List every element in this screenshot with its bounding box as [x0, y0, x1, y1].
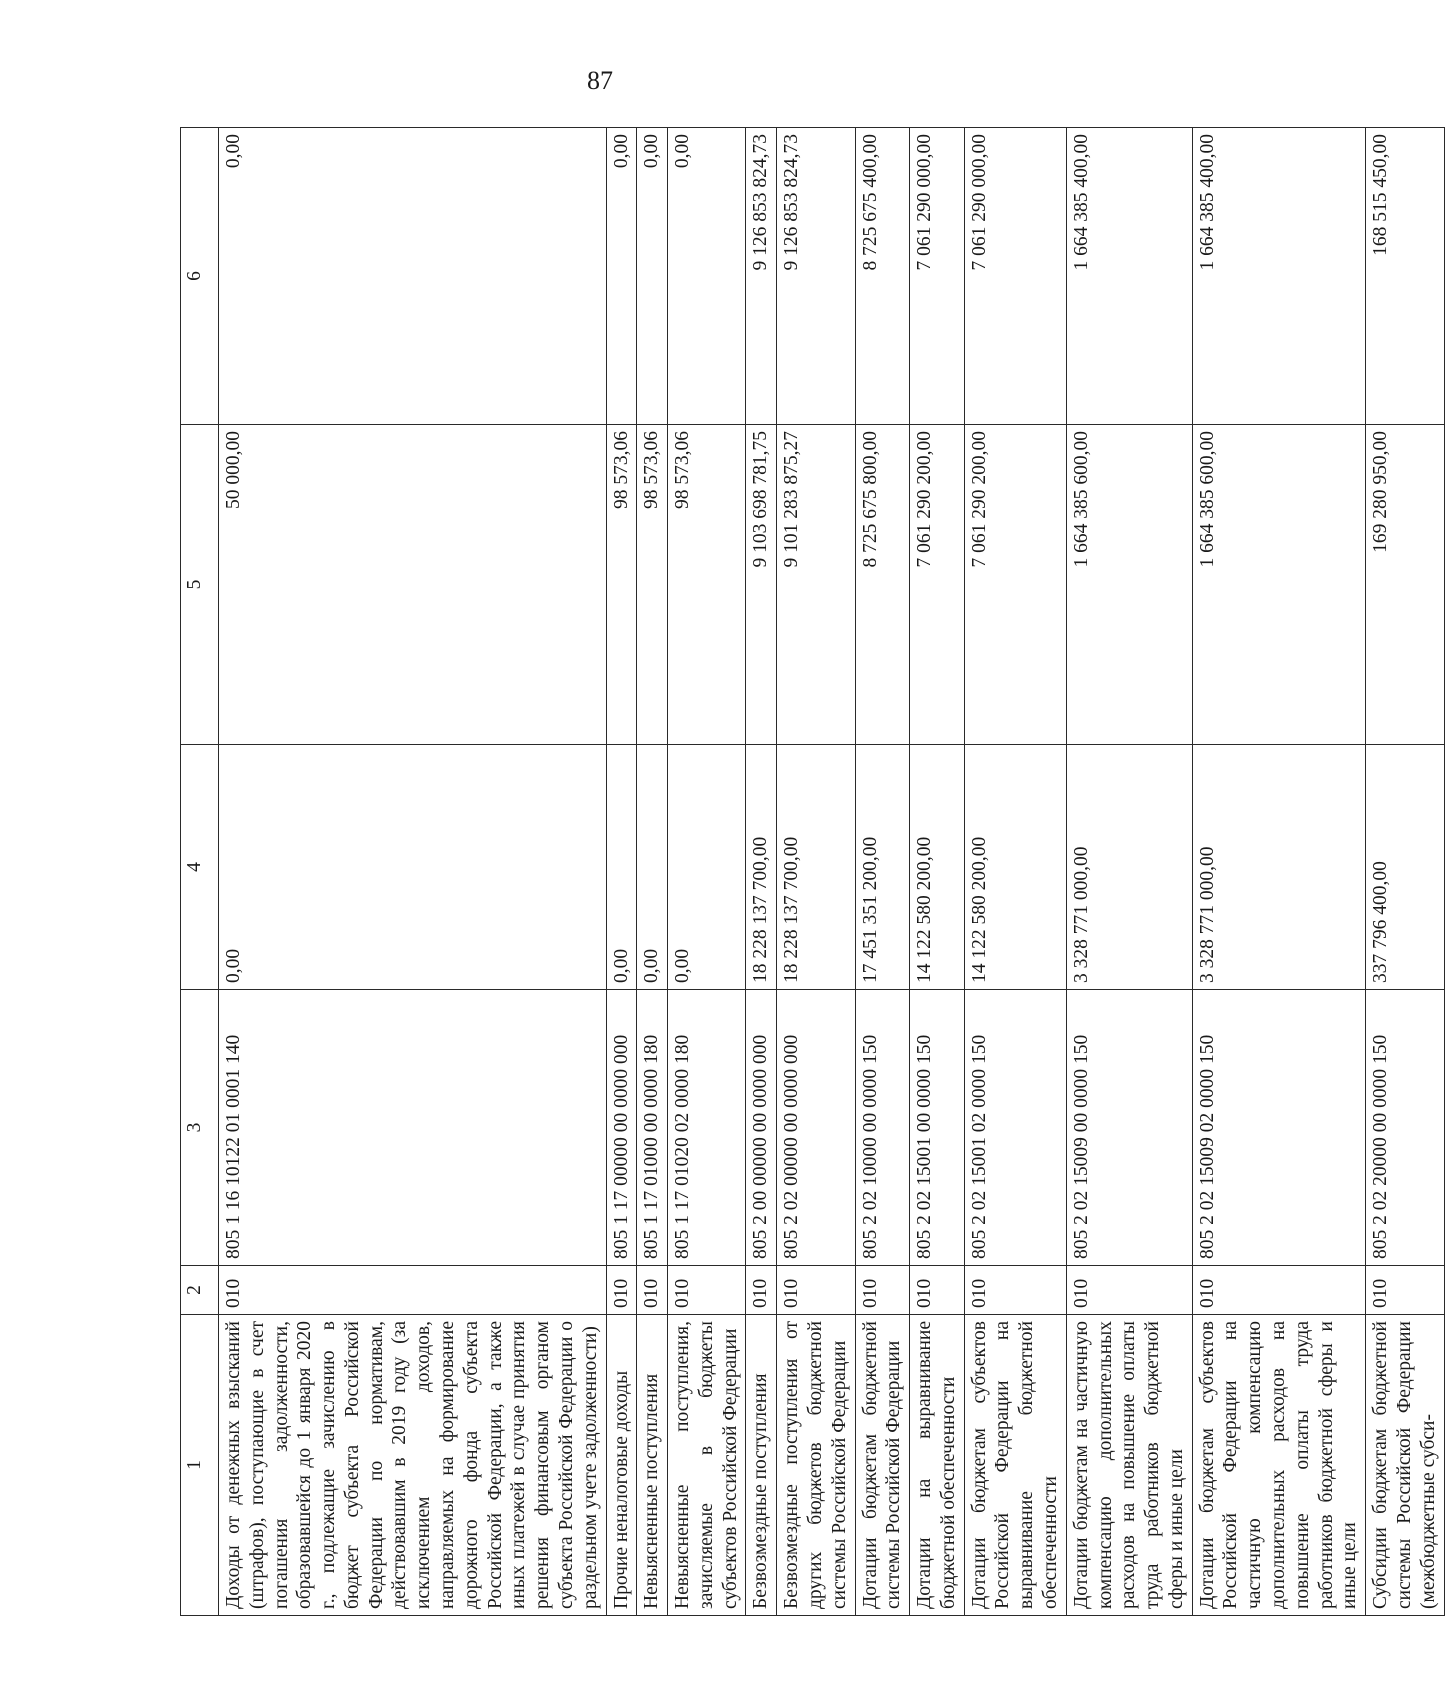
row-col5-value: 1 664 385 600,00 [1066, 425, 1192, 745]
table-row [910, 128, 965, 1616]
row-col4-value: 18 228 137 700,00 [777, 745, 855, 990]
row-budget-code: 805 2 02 20000 00 0000 150 [1366, 990, 1444, 1266]
table-header-row [181, 128, 219, 1616]
row-col5-value: 9 103 698 781,75 [746, 425, 777, 745]
row-line-code: 010 [1066, 1266, 1192, 1315]
row-col5-value: 9 101 283 875,27 [777, 425, 855, 745]
row-col5-value: 169 280 950,00 [1366, 425, 1444, 745]
row-col6-value: 7 061 290 000,00 [964, 128, 1066, 425]
row-col4-value: 3 328 771 000,00 [1192, 745, 1365, 990]
row-col4-value: 0,00 [606, 745, 637, 990]
row-col6-value: 1 664 385 400,00 [1066, 128, 1192, 425]
row-name: Дотации бюджетам субъектов Российской Федерации на частичную компенсацию дополнительных расходов на повышение оплаты труда работников бюджетной сферы и иные цели [1192, 1315, 1365, 1616]
row-col5-value: 7 061 290 200,00 [910, 425, 965, 745]
row-col6-value: 7 061 290 000,00 [910, 128, 965, 425]
table-row [1366, 128, 1444, 1616]
row-budget-code: 805 2 02 10000 00 0000 150 [855, 990, 910, 1266]
row-name: Субсидии бюджетам бюджетной системы Российской Федерации (межбюджетные субси- [1366, 1315, 1444, 1616]
table-row [964, 128, 1066, 1616]
row-col4-value: 17 451 351 200,00 [855, 745, 910, 990]
row-line-code: 010 [777, 1266, 855, 1315]
column-header: 2 [181, 1266, 219, 1315]
row-line-code: 010 [1192, 1266, 1365, 1315]
row-line-code: 010 [746, 1266, 777, 1315]
row-name: Безвозмездные поступления [746, 1315, 777, 1616]
row-name: Дотации бюджетам на частичную компенсацию дополнительных расходов на повышение оплаты труда работников бюджетной сферы и иные цели [1066, 1315, 1192, 1616]
row-budget-code: 805 2 02 15001 02 0000 150 [964, 990, 1066, 1266]
row-line-code: 010 [855, 1266, 910, 1315]
row-col5-value: 1 664 385 600,00 [1192, 425, 1365, 745]
column-header: 1 [181, 1315, 219, 1616]
row-col5-value: 50 000,00 [219, 425, 607, 745]
row-budget-code: 805 2 02 15009 02 0000 150 [1192, 990, 1365, 1266]
row-col4-value: 3 328 771 000,00 [1066, 745, 1192, 990]
table-row [1192, 128, 1365, 1616]
row-budget-code: 805 1 17 00000 00 0000 000 [606, 990, 637, 1266]
row-col4-value: 337 796 400,00 [1366, 745, 1444, 990]
table-row [219, 128, 607, 1616]
column-header: 5 [181, 425, 219, 745]
row-budget-code: 805 1 16 10122 01 0001 140 [219, 990, 607, 1266]
row-col6-value: 0,00 [606, 128, 637, 425]
row-name: Прочие неналоговые доходы [606, 1315, 637, 1616]
row-name: Невыясненные поступления [637, 1315, 668, 1616]
row-budget-code: 805 2 00 00000 00 0000 000 [746, 990, 777, 1266]
row-name: Дотации бюджетам бюджетной системы Российской Федерации [855, 1315, 910, 1616]
page-number: 87 [587, 66, 613, 95]
row-line-code: 010 [606, 1266, 637, 1315]
row-name: Невыясненные поступления, зачисляемые в бюджеты субъектов Российской Федерации [668, 1315, 746, 1616]
row-budget-code: 805 1 17 01020 02 0000 180 [668, 990, 746, 1266]
row-col6-value: 9 126 853 824,73 [746, 128, 777, 425]
row-name: Дотации бюджетам субъектов Российской Федерации на выравнивание бюджетной обеспеченности [964, 1315, 1066, 1616]
row-col4-value: 14 122 580 200,00 [910, 745, 965, 990]
row-line-code: 010 [1366, 1266, 1444, 1315]
row-name: Дотации на выравнивание бюджетной обеспеченности [910, 1315, 965, 1616]
row-col6-value: 0,00 [668, 128, 746, 425]
row-col4-value: 0,00 [219, 745, 607, 990]
table-row [637, 128, 668, 1616]
row-budget-code: 805 2 02 15009 00 0000 150 [1066, 990, 1192, 1266]
row-line-code: 010 [219, 1266, 607, 1315]
row-line-code: 010 [637, 1266, 668, 1315]
row-col6-value: 168 515 450,00 [1366, 128, 1444, 425]
row-col6-value: 8 725 675 400,00 [855, 128, 910, 425]
row-budget-code: 805 1 17 01000 00 0000 180 [637, 990, 668, 1266]
budget-table [180, 127, 1445, 1616]
row-line-code: 010 [964, 1266, 1066, 1315]
row-col4-value: 0,00 [668, 745, 746, 990]
row-name: Доходы от денежных взысканий (штрафов), поступающие в счет погашения задолженности, образовавшейся до 1 января 2020 г., подлежащие зачислению в бюджет субъекта Российской Федерации по нормативам, действовавшим в 2019 году (за исключением доходов, направляемых на формирование дорожного фонда субъекта Российской Федерации, а также иных платежей в случае принятия решения финансовым органом субъекта Российской Федерации о раздельном учете задолженности) [219, 1315, 607, 1616]
row-col4-value: 14 122 580 200,00 [964, 745, 1066, 990]
row-col5-value: 98 573,06 [668, 425, 746, 745]
column-header: 4 [181, 745, 219, 990]
row-col6-value: 9 126 853 824,73 [777, 128, 855, 425]
row-line-code: 010 [668, 1266, 746, 1315]
table-row [668, 128, 746, 1616]
row-col5-value: 98 573,06 [637, 425, 668, 745]
row-col4-value: 18 228 137 700,00 [746, 745, 777, 990]
column-header: 6 [181, 128, 219, 425]
row-budget-code: 805 2 02 15001 00 0000 150 [910, 990, 965, 1266]
column-header: 3 [181, 990, 219, 1266]
row-col5-value: 7 061 290 200,00 [964, 425, 1066, 745]
table-row [855, 128, 910, 1616]
row-col6-value: 1 664 385 400,00 [1192, 128, 1365, 425]
table-row [746, 128, 777, 1616]
row-col5-value: 8 725 675 800,00 [855, 425, 910, 745]
row-col6-value: 0,00 [219, 128, 607, 425]
row-col4-value: 0,00 [637, 745, 668, 990]
row-name: Безвозмездные поступления от других бюджетов бюджетной системы Российской Федерации [777, 1315, 855, 1616]
row-budget-code: 805 2 02 00000 00 0000 000 [777, 990, 855, 1266]
table-row [1066, 128, 1192, 1616]
table-row [777, 128, 855, 1616]
table-row [606, 128, 637, 1616]
row-col6-value: 0,00 [637, 128, 668, 425]
rotated-table-wrapper [180, 128, 1439, 1616]
row-line-code: 010 [910, 1266, 965, 1315]
row-col5-value: 98 573,06 [606, 425, 637, 745]
